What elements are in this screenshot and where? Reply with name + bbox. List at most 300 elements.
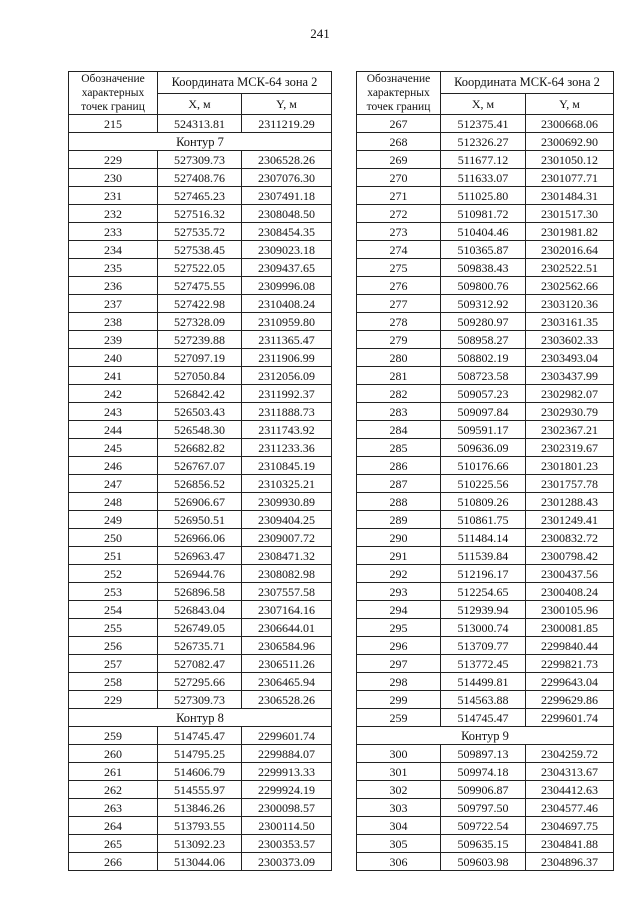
y-coordinate-cell: 2306584.96	[242, 637, 332, 655]
table-row	[69, 349, 332, 367]
point-id-cell: 294	[357, 601, 441, 619]
x-coordinate-cell: 513044.06	[158, 853, 242, 871]
table-row	[357, 619, 614, 637]
table-row	[69, 763, 332, 781]
x-coordinate-cell: 509097.84	[441, 403, 526, 421]
y-coordinate-cell: 2311219.29	[242, 115, 332, 133]
y-coordinate-cell: 2303493.04	[526, 349, 614, 367]
y-coordinate-cell: 2306528.26	[242, 691, 332, 709]
y-coordinate-cell: 2302319.67	[526, 439, 614, 457]
x-coordinate-cell: 527422.98	[158, 295, 242, 313]
y-coordinate-cell: 2309996.08	[242, 277, 332, 295]
x-coordinate-cell: 509280.97	[441, 313, 526, 331]
y-coordinate-cell: 2299601.74	[526, 709, 614, 727]
point-id-cell: 247	[69, 475, 158, 493]
x-coordinate-cell: 526735.71	[158, 637, 242, 655]
point-id-cell: 297	[357, 655, 441, 673]
header-coordinate-system: Координата МСК-64 зона 2	[441, 72, 614, 94]
x-coordinate-cell: 513709.77	[441, 637, 526, 655]
y-coordinate-cell: 2306511.26	[242, 655, 332, 673]
y-coordinate-cell: 2299913.33	[242, 763, 332, 781]
y-coordinate-cell: 2309023.18	[242, 241, 332, 259]
point-id-cell: 283	[357, 403, 441, 421]
table-row	[69, 691, 332, 709]
y-coordinate-cell: 2300353.57	[242, 835, 332, 853]
point-id-cell: 269	[357, 151, 441, 169]
header-coordinate-system: Координата МСК-64 зона 2	[158, 72, 332, 94]
table-row	[357, 799, 614, 817]
y-coordinate-cell: 2300798.42	[526, 547, 614, 565]
point-id-cell: 264	[69, 817, 158, 835]
x-coordinate-cell: 527522.05	[158, 259, 242, 277]
point-id-cell: 249	[69, 511, 158, 529]
header-point-designation: Обозначение характерных точек границ	[357, 72, 441, 115]
point-id-cell: 304	[357, 817, 441, 835]
table-row	[357, 151, 614, 169]
point-id-cell: 279	[357, 331, 441, 349]
x-coordinate-cell: 509603.98	[441, 853, 526, 871]
point-id-cell: 229	[69, 691, 158, 709]
x-coordinate-cell: 512939.94	[441, 601, 526, 619]
y-coordinate-cell: 2299629.86	[526, 691, 614, 709]
y-coordinate-cell: 2301801.23	[526, 457, 614, 475]
y-coordinate-cell: 2300373.09	[242, 853, 332, 871]
point-id-cell: 303	[357, 799, 441, 817]
table-row	[69, 115, 332, 133]
x-coordinate-cell: 509800.76	[441, 277, 526, 295]
x-coordinate-cell: 514795.25	[158, 745, 242, 763]
point-id-cell: 301	[357, 763, 441, 781]
x-coordinate-cell: 527097.19	[158, 349, 242, 367]
point-id-cell: 288	[357, 493, 441, 511]
y-coordinate-cell: 2311233.36	[242, 439, 332, 457]
header-y: Y, м	[526, 93, 614, 115]
y-coordinate-cell: 2304577.46	[526, 799, 614, 817]
coordinates-table-right	[356, 71, 614, 871]
y-coordinate-cell: 2300105.96	[526, 601, 614, 619]
x-coordinate-cell: 509312.92	[441, 295, 526, 313]
table-row	[69, 493, 332, 511]
y-coordinate-cell: 2309930.89	[242, 493, 332, 511]
x-coordinate-cell: 526842.42	[158, 385, 242, 403]
table-row	[357, 493, 614, 511]
y-coordinate-cell: 2309437.65	[242, 259, 332, 277]
point-id-cell: 256	[69, 637, 158, 655]
point-id-cell: 245	[69, 439, 158, 457]
x-coordinate-cell: 526856.52	[158, 475, 242, 493]
table-row	[357, 547, 614, 565]
x-coordinate-cell: 527309.73	[158, 691, 242, 709]
coordinates-table-left	[68, 71, 332, 871]
y-coordinate-cell: 2299840.44	[526, 637, 614, 655]
table-row	[69, 817, 332, 835]
point-id-cell: 285	[357, 439, 441, 457]
point-id-cell: 235	[69, 259, 158, 277]
point-id-cell: 262	[69, 781, 158, 799]
y-coordinate-cell: 2301484.31	[526, 187, 614, 205]
point-id-cell: 292	[357, 565, 441, 583]
x-coordinate-cell: 527050.84	[158, 367, 242, 385]
y-coordinate-cell: 2301288.43	[526, 493, 614, 511]
x-coordinate-cell: 510404.46	[441, 223, 526, 241]
point-id-cell: 241	[69, 367, 158, 385]
table-row	[357, 439, 614, 457]
point-id-cell: 266	[69, 853, 158, 871]
table-row	[69, 259, 332, 277]
point-id-cell: 259	[357, 709, 441, 727]
x-coordinate-cell: 512326.27	[441, 133, 526, 151]
table-row	[357, 223, 614, 241]
point-id-cell: 230	[69, 169, 158, 187]
y-coordinate-cell: 2303161.35	[526, 313, 614, 331]
x-coordinate-cell: 511025.80	[441, 187, 526, 205]
x-coordinate-cell: 527239.88	[158, 331, 242, 349]
table-row	[357, 241, 614, 259]
x-coordinate-cell: 514745.47	[441, 709, 526, 727]
x-coordinate-cell: 527535.72	[158, 223, 242, 241]
y-coordinate-cell: 2303437.99	[526, 367, 614, 385]
y-coordinate-cell: 2304841.88	[526, 835, 614, 853]
point-id-cell: 270	[357, 169, 441, 187]
table-row	[357, 781, 614, 799]
y-coordinate-cell: 2299601.74	[242, 727, 332, 745]
y-coordinate-cell: 2302562.66	[526, 277, 614, 295]
header-point-designation: Обозначение характерных точек границ	[69, 72, 158, 115]
table-row	[69, 835, 332, 853]
x-coordinate-cell: 514606.79	[158, 763, 242, 781]
table-row	[69, 565, 332, 583]
table-row	[357, 475, 614, 493]
x-coordinate-cell: 508958.27	[441, 331, 526, 349]
table-row	[69, 457, 332, 475]
table-row	[69, 295, 332, 313]
point-id-cell: 238	[69, 313, 158, 331]
table-row	[357, 511, 614, 529]
x-coordinate-cell: 509797.50	[441, 799, 526, 817]
table-row	[69, 781, 332, 799]
y-coordinate-cell: 2300081.85	[526, 619, 614, 637]
table-row	[357, 601, 614, 619]
table-row	[69, 277, 332, 295]
y-coordinate-cell: 2307491.18	[242, 187, 332, 205]
x-coordinate-cell: 509636.09	[441, 439, 526, 457]
x-coordinate-cell: 526548.30	[158, 421, 242, 439]
x-coordinate-cell: 513092.23	[158, 835, 242, 853]
x-coordinate-cell: 526503.43	[158, 403, 242, 421]
point-id-cell: 286	[357, 457, 441, 475]
point-id-cell: 240	[69, 349, 158, 367]
x-coordinate-cell: 514745.47	[158, 727, 242, 745]
header-y: Y, м	[242, 93, 332, 115]
point-id-cell: 302	[357, 781, 441, 799]
point-id-cell: 259	[69, 727, 158, 745]
y-coordinate-cell: 2312056.09	[242, 367, 332, 385]
point-id-cell: 272	[357, 205, 441, 223]
table-row	[69, 187, 332, 205]
contour-row	[69, 133, 332, 151]
point-id-cell: 253	[69, 583, 158, 601]
y-coordinate-cell: 2310408.24	[242, 295, 332, 313]
y-coordinate-cell: 2302982.07	[526, 385, 614, 403]
point-id-cell: 280	[357, 349, 441, 367]
table-row	[69, 421, 332, 439]
y-coordinate-cell: 2303120.36	[526, 295, 614, 313]
point-id-cell: 260	[69, 745, 158, 763]
table-row	[69, 403, 332, 421]
y-coordinate-cell: 2304412.63	[526, 781, 614, 799]
point-id-cell: 282	[357, 385, 441, 403]
x-coordinate-cell: 511484.14	[441, 529, 526, 547]
x-coordinate-cell: 526767.07	[158, 457, 242, 475]
x-coordinate-cell: 527516.32	[158, 205, 242, 223]
point-id-cell: 306	[357, 853, 441, 871]
x-coordinate-cell: 527475.55	[158, 277, 242, 295]
y-coordinate-cell: 2300832.72	[526, 529, 614, 547]
y-coordinate-cell: 2311906.99	[242, 349, 332, 367]
x-coordinate-cell: 511633.07	[441, 169, 526, 187]
y-coordinate-cell: 2306465.94	[242, 673, 332, 691]
x-coordinate-cell: 512375.41	[441, 115, 526, 133]
y-coordinate-cell: 2301757.78	[526, 475, 614, 493]
y-coordinate-cell: 2301249.41	[526, 511, 614, 529]
table-row	[357, 529, 614, 547]
table-row	[357, 655, 614, 673]
x-coordinate-cell: 512254.65	[441, 583, 526, 601]
table-row	[357, 367, 614, 385]
x-coordinate-cell: 509906.87	[441, 781, 526, 799]
x-coordinate-cell: 510365.87	[441, 241, 526, 259]
x-coordinate-cell: 526944.76	[158, 565, 242, 583]
point-id-cell: 239	[69, 331, 158, 349]
table-row	[69, 169, 332, 187]
point-id-cell: 271	[357, 187, 441, 205]
y-coordinate-cell: 2303602.33	[526, 331, 614, 349]
point-id-cell: 273	[357, 223, 441, 241]
x-coordinate-cell: 526963.47	[158, 547, 242, 565]
table-row	[357, 349, 614, 367]
point-id-cell: 305	[357, 835, 441, 853]
x-coordinate-cell: 513793.55	[158, 817, 242, 835]
y-coordinate-cell: 2304259.72	[526, 745, 614, 763]
table-row	[357, 745, 614, 763]
point-id-cell: 232	[69, 205, 158, 223]
table-row	[357, 691, 614, 709]
y-coordinate-cell: 2300408.24	[526, 583, 614, 601]
point-id-cell: 267	[357, 115, 441, 133]
table-row	[357, 709, 614, 727]
y-coordinate-cell: 2299924.19	[242, 781, 332, 799]
point-id-cell: 274	[357, 241, 441, 259]
x-coordinate-cell: 511539.84	[441, 547, 526, 565]
table-row	[357, 817, 614, 835]
table-row	[69, 241, 332, 259]
y-coordinate-cell: 2307076.30	[242, 169, 332, 187]
x-coordinate-cell: 509591.17	[441, 421, 526, 439]
table-row	[357, 385, 614, 403]
x-coordinate-cell: 526896.58	[158, 583, 242, 601]
point-id-cell: 248	[69, 493, 158, 511]
point-id-cell: 237	[69, 295, 158, 313]
x-coordinate-cell: 508802.19	[441, 349, 526, 367]
point-id-cell: 295	[357, 619, 441, 637]
table-row	[69, 151, 332, 169]
y-coordinate-cell: 2302930.79	[526, 403, 614, 421]
x-coordinate-cell: 513000.74	[441, 619, 526, 637]
point-id-cell: 257	[69, 655, 158, 673]
y-coordinate-cell: 2299821.73	[526, 655, 614, 673]
point-id-cell: 234	[69, 241, 158, 259]
table-row	[69, 547, 332, 565]
y-coordinate-cell: 2306644.01	[242, 619, 332, 637]
contour-label: Контур 9	[357, 727, 614, 745]
table-row	[357, 583, 614, 601]
x-coordinate-cell: 527328.09	[158, 313, 242, 331]
x-coordinate-cell: 524313.81	[158, 115, 242, 133]
x-coordinate-cell: 513772.45	[441, 655, 526, 673]
point-id-cell: 263	[69, 799, 158, 817]
table-row	[69, 223, 332, 241]
table-row	[69, 439, 332, 457]
x-coordinate-cell: 509897.13	[441, 745, 526, 763]
point-id-cell: 265	[69, 835, 158, 853]
table-row	[357, 835, 614, 853]
x-coordinate-cell: 513846.26	[158, 799, 242, 817]
x-coordinate-cell: 526682.82	[158, 439, 242, 457]
table-row	[357, 205, 614, 223]
y-coordinate-cell: 2300692.90	[526, 133, 614, 151]
table-row	[357, 673, 614, 691]
y-coordinate-cell: 2308082.98	[242, 565, 332, 583]
table-row	[357, 133, 614, 151]
table-row	[69, 367, 332, 385]
y-coordinate-cell: 2311743.92	[242, 421, 332, 439]
x-coordinate-cell: 527465.23	[158, 187, 242, 205]
x-coordinate-cell: 526950.51	[158, 511, 242, 529]
x-coordinate-cell: 526966.06	[158, 529, 242, 547]
point-id-cell: 246	[69, 457, 158, 475]
table-row	[357, 187, 614, 205]
y-coordinate-cell: 2311365.47	[242, 331, 332, 349]
y-coordinate-cell: 2309404.25	[242, 511, 332, 529]
x-coordinate-cell: 514499.81	[441, 673, 526, 691]
table-row	[357, 565, 614, 583]
header-x: X, м	[441, 93, 526, 115]
y-coordinate-cell: 2311888.73	[242, 403, 332, 421]
x-coordinate-cell: 526749.05	[158, 619, 242, 637]
y-coordinate-cell: 2300437.56	[526, 565, 614, 583]
table-row	[69, 655, 332, 673]
point-id-cell: 255	[69, 619, 158, 637]
table-row	[69, 475, 332, 493]
x-coordinate-cell: 510809.26	[441, 493, 526, 511]
table-row	[69, 637, 332, 655]
point-id-cell: 236	[69, 277, 158, 295]
table-row	[357, 421, 614, 439]
x-coordinate-cell: 514563.88	[441, 691, 526, 709]
x-coordinate-cell: 527408.76	[158, 169, 242, 187]
point-id-cell: 299	[357, 691, 441, 709]
y-coordinate-cell: 2301050.12	[526, 151, 614, 169]
point-id-cell: 289	[357, 511, 441, 529]
y-coordinate-cell: 2301517.30	[526, 205, 614, 223]
y-coordinate-cell: 2302522.51	[526, 259, 614, 277]
x-coordinate-cell: 509057.23	[441, 385, 526, 403]
point-id-cell: 254	[69, 601, 158, 619]
y-coordinate-cell: 2304313.67	[526, 763, 614, 781]
y-coordinate-cell: 2302016.64	[526, 241, 614, 259]
x-coordinate-cell: 509974.18	[441, 763, 526, 781]
y-coordinate-cell: 2310959.80	[242, 313, 332, 331]
table-row	[69, 511, 332, 529]
y-coordinate-cell: 2302367.21	[526, 421, 614, 439]
point-id-cell: 275	[357, 259, 441, 277]
table-row	[69, 601, 332, 619]
table-row	[357, 331, 614, 349]
y-coordinate-cell: 2300098.57	[242, 799, 332, 817]
point-id-cell: 291	[357, 547, 441, 565]
table-row	[357, 457, 614, 475]
x-coordinate-cell: 527309.73	[158, 151, 242, 169]
point-id-cell: 233	[69, 223, 158, 241]
point-id-cell: 250	[69, 529, 158, 547]
contour-label: Контур 8	[69, 709, 332, 727]
table-row	[357, 853, 614, 871]
y-coordinate-cell: 2304896.37	[526, 853, 614, 871]
y-coordinate-cell: 2311992.37	[242, 385, 332, 403]
table-row	[69, 673, 332, 691]
x-coordinate-cell: 509722.54	[441, 817, 526, 835]
point-id-cell: 284	[357, 421, 441, 439]
table-row	[69, 385, 332, 403]
x-coordinate-cell: 510176.66	[441, 457, 526, 475]
y-coordinate-cell: 2301981.82	[526, 223, 614, 241]
point-id-cell: 229	[69, 151, 158, 169]
y-coordinate-cell: 2301077.71	[526, 169, 614, 187]
point-id-cell: 287	[357, 475, 441, 493]
table-row	[357, 295, 614, 313]
point-id-cell: 252	[69, 565, 158, 583]
point-id-cell: 261	[69, 763, 158, 781]
y-coordinate-cell: 2306528.26	[242, 151, 332, 169]
y-coordinate-cell: 2308454.35	[242, 223, 332, 241]
x-coordinate-cell: 510981.72	[441, 205, 526, 223]
table-row	[69, 583, 332, 601]
table-row	[69, 853, 332, 871]
table-row	[357, 115, 614, 133]
point-id-cell: 281	[357, 367, 441, 385]
table-row	[69, 799, 332, 817]
header-x: X, м	[158, 93, 242, 115]
table-row	[357, 169, 614, 187]
x-coordinate-cell: 508723.58	[441, 367, 526, 385]
y-coordinate-cell: 2307557.58	[242, 583, 332, 601]
y-coordinate-cell: 2300668.06	[526, 115, 614, 133]
table-row	[69, 619, 332, 637]
x-coordinate-cell: 514555.97	[158, 781, 242, 799]
point-id-cell: 277	[357, 295, 441, 313]
point-id-cell: 215	[69, 115, 158, 133]
point-id-cell: 231	[69, 187, 158, 205]
y-coordinate-cell: 2308471.32	[242, 547, 332, 565]
table-row	[69, 727, 332, 745]
table-row	[357, 313, 614, 331]
point-id-cell: 298	[357, 673, 441, 691]
point-id-cell: 268	[357, 133, 441, 151]
table-row	[69, 745, 332, 763]
table-row	[69, 313, 332, 331]
point-id-cell: 300	[357, 745, 441, 763]
point-id-cell: 258	[69, 673, 158, 691]
